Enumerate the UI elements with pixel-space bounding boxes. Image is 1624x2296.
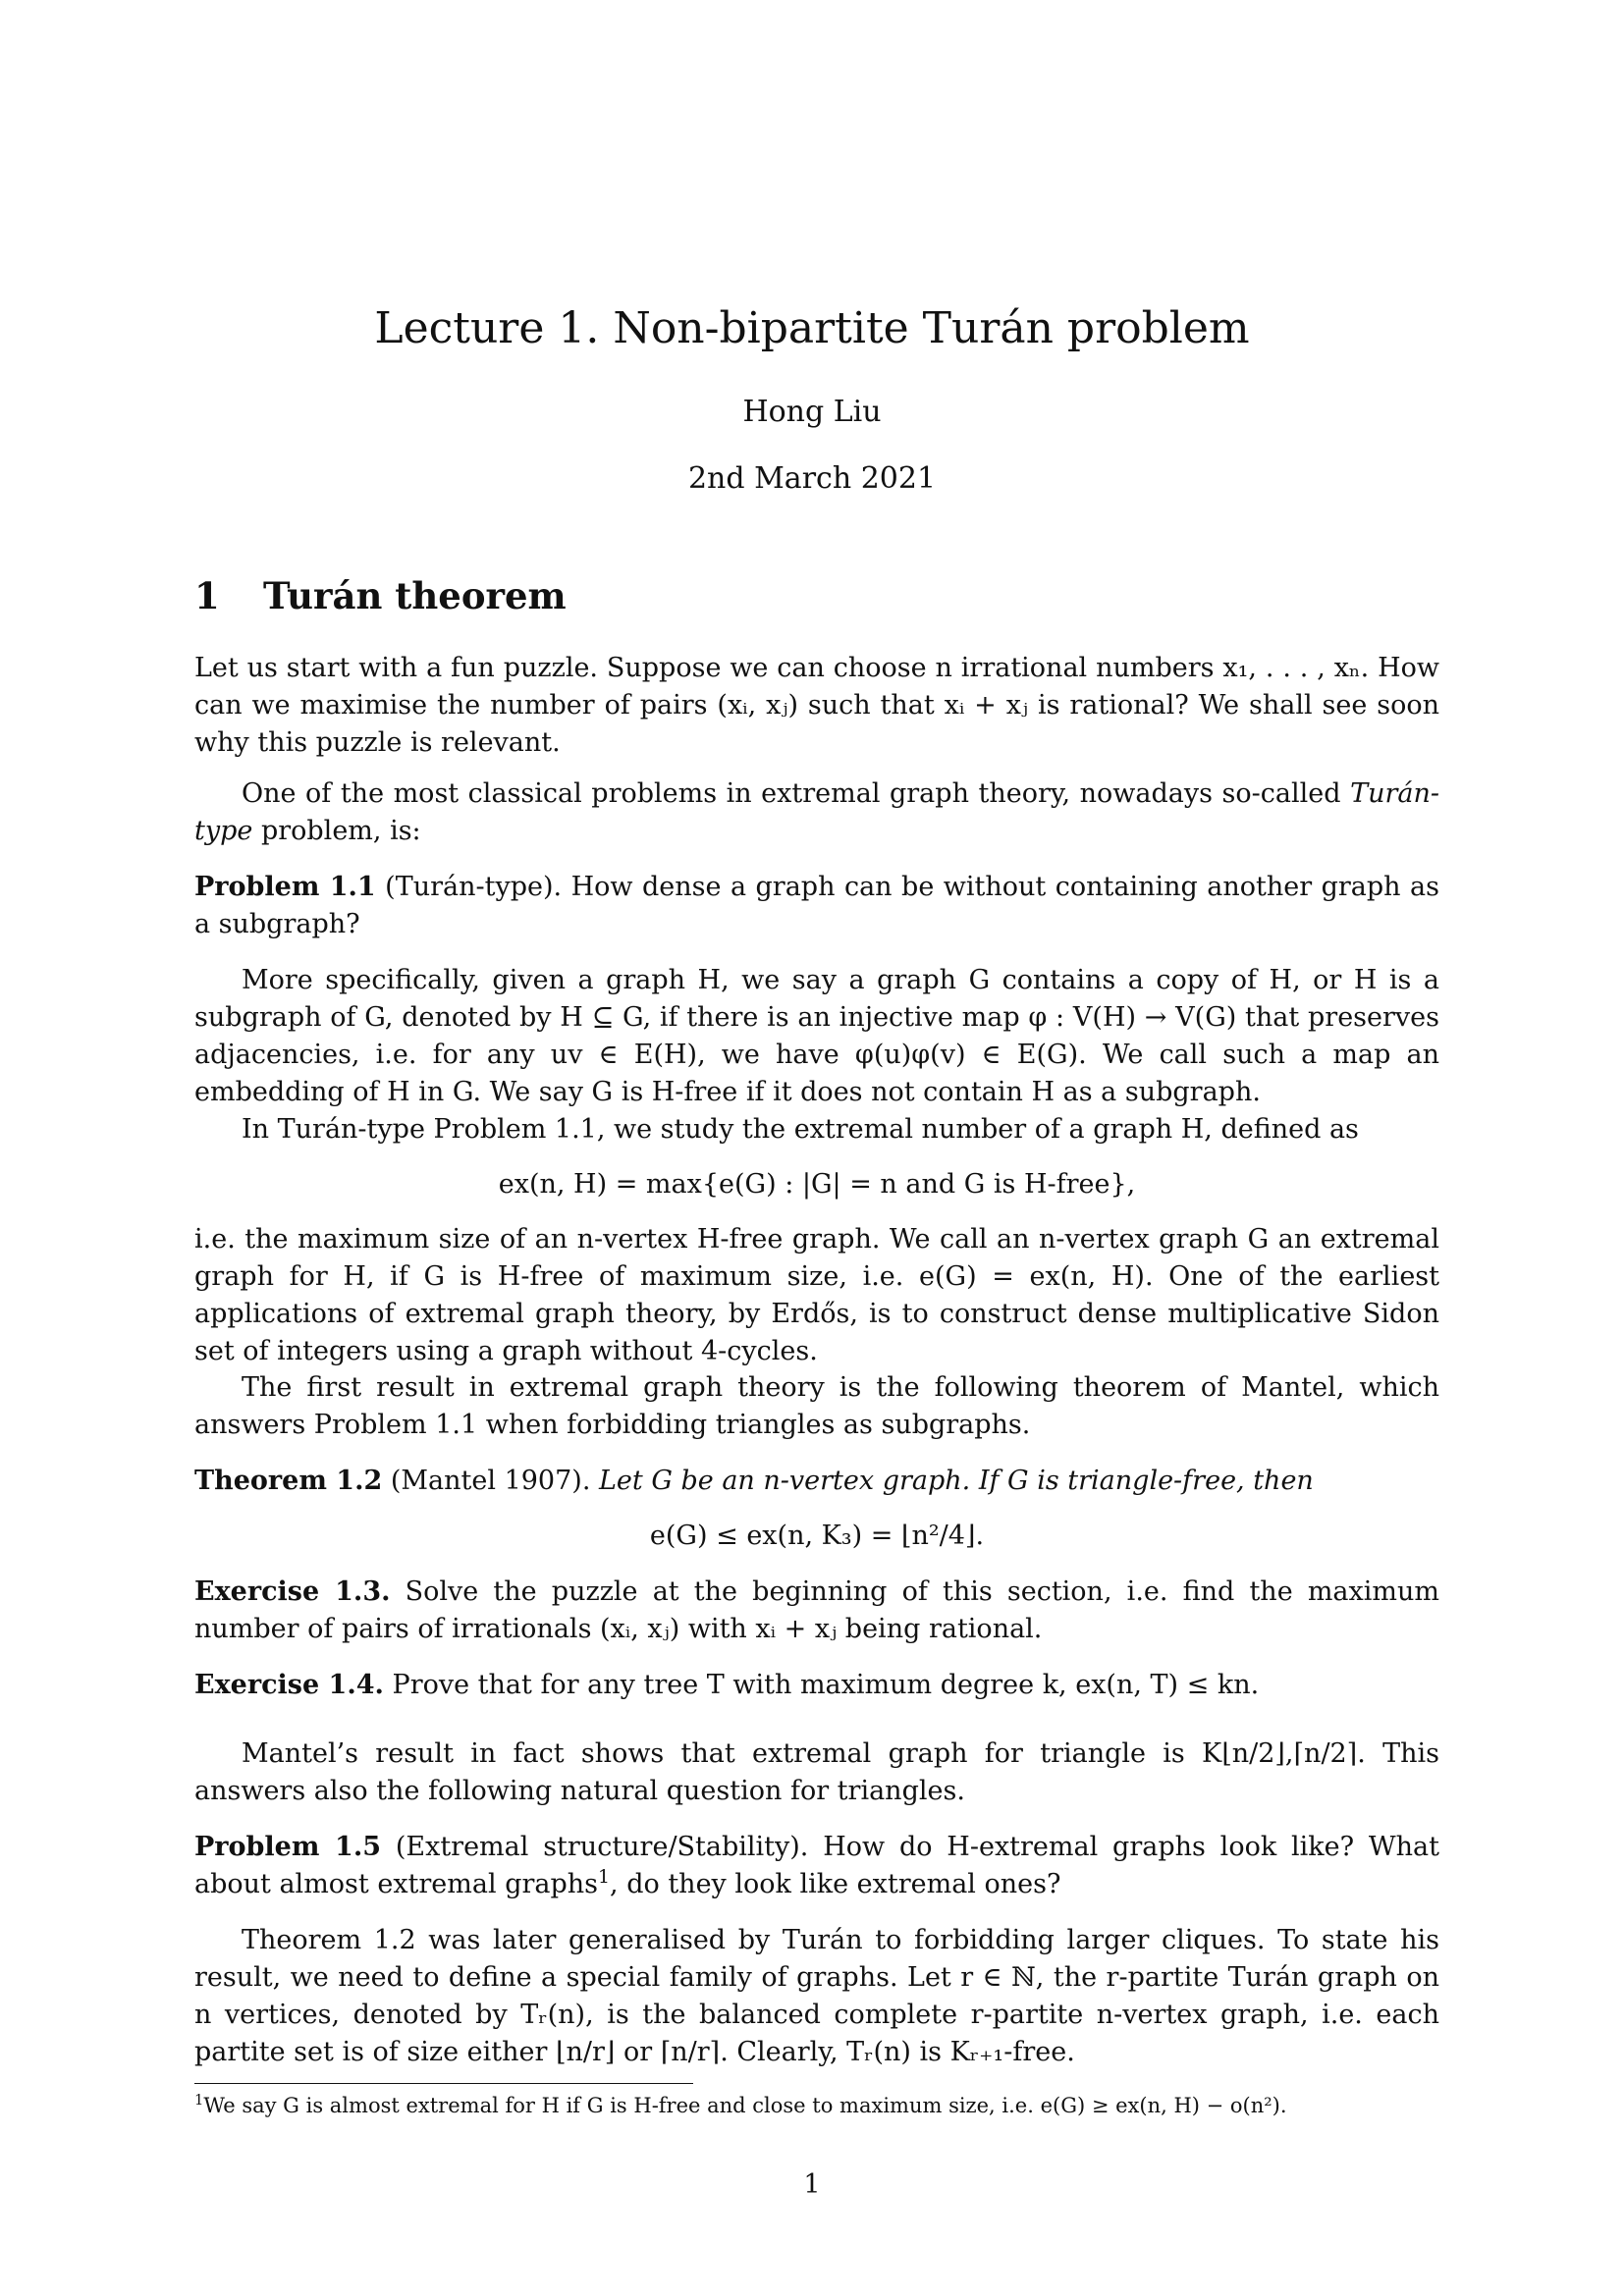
problem-1-1 — [194, 869, 1439, 943]
paragraph-extremal-graph — [194, 1221, 1439, 1370]
exercise-1-3 — [194, 1574, 1439, 1648]
section-number: 1 — [194, 574, 220, 617]
paragraph-text: Let us start with a fun puzzle. Suppose we can choose n irrational numbers x₁, . . . , xₙ. How can we maximise the number of pairs (xᵢ, xⱼ) such that xᵢ + xⱼ is rational? We shall see soon why this puzzle is relevant. — [194, 653, 1439, 758]
paragraph-extremal-number — [194, 1111, 1439, 1148]
equation-mantel — [194, 1518, 1439, 1555]
paragraph-text: The first result in extremal graph theory is the following theorem of Mantel, which answers Problem 1.1 when forbidding triangles as subgraphs. — [194, 1372, 1439, 1440]
footnote-rule — [194, 2083, 693, 2084]
paragraph-text: More specifically, given a graph H, we say a graph G contains a copy of H, or H is a subgraph of G, denoted by H ⊆ G, if there is an injective map φ : V(H) → V(G) that preserves adjacencies, i.e. for any uv ∈ E(H), we have φ(u)φ(v) ∈ E(G). We call such a map an embedding of H in G. We say G is H-free if it does not contain H as a subgraph. — [194, 965, 1439, 1107]
display-equation: e(G) ≤ ex(n, K₃) = ⌊n²/4⌋. — [649, 1521, 985, 1551]
paragraph-text: In Turán-type Problem 1.1, we study the extremal number of a graph H, defined as — [242, 1114, 1359, 1145]
paragraph-turan-type — [194, 775, 1439, 850]
footnote-mark[interactable]: 1 — [598, 1866, 611, 1888]
paper-title: Lecture 1. Non-bipartite Turán problem — [374, 303, 1250, 353]
problem-1-5 — [194, 1829, 1439, 1903]
paragraph-text: Mantel’s result in fact shows that extremal graph for triangle is K⌊n/2⌋,⌈n/2⌉. This answers also the following natural question for triangles. — [194, 1738, 1439, 1806]
footnote-marker: 1 — [194, 2092, 204, 2109]
exercise-label: Exercise 1.4. — [194, 1670, 384, 1700]
text-run: One of the most classical problems in extremal graph theory, nowadays so-called — [242, 778, 1351, 809]
problem-note: (Extremal structure/Stability). — [395, 1832, 809, 1862]
problem-note: (Turán-type). — [385, 872, 563, 902]
exercise-label: Exercise 1.3. — [194, 1576, 391, 1607]
page-number: 1 — [803, 2169, 821, 2200]
display-equation: ex(n, H) = max{e(G) : |G| = n and G is H-free}, — [498, 1169, 1136, 1200]
exercise-text: Prove that for any tree T with maximum degree k, ex(n, T) ≤ kn. — [392, 1670, 1260, 1700]
theorem-text: Let G be an n-vertex graph. If G is triangle-free, then — [599, 1466, 1314, 1496]
problem-text: How do H-extremal graphs look like? What about almost extremal graphs — [194, 1832, 1439, 1899]
paragraph-mantel-structure — [194, 1735, 1439, 1810]
emphasis-turan-type: Turán-type — [194, 778, 1439, 846]
paper-date: 2nd March 2021 — [687, 461, 937, 496]
theorem-label: Theorem 1.2 — [194, 1466, 383, 1496]
problem-label: Problem 1.1 — [194, 872, 376, 902]
paragraph-puzzle — [194, 650, 1439, 762]
theorem-1-2 — [194, 1463, 1439, 1500]
theorem-note: (Mantel 1907). — [390, 1466, 591, 1496]
section-title: Turán theorem — [263, 574, 567, 617]
problem-text: , do they look like extremal ones? — [610, 1869, 1061, 1899]
problem-text: How dense a graph can be without containing another graph as a subgraph? — [194, 872, 1439, 939]
text-run: problem, is: — [252, 816, 421, 846]
paragraph-definitions — [194, 962, 1439, 1111]
problem-label: Problem 1.5 — [194, 1832, 382, 1862]
footnote — [194, 2091, 1439, 2120]
paragraph-text: i.e. the maximum size of an n-vertex H-free graph. We call an n-vertex graph G an extremal graph for H, if G is H-free of maximum size, i.e. e(G) = ex(n, H). One of the earliest applications of extremal graph theory, by Erdős, is to construct dense multiplicative Sidon set of integers using a graph without 4-cycles. — [194, 1224, 1439, 1366]
section-heading — [194, 574, 567, 617]
exercise-text: Solve the puzzle at the beginning of this section, i.e. find the maximum number of pairs of irrationals (xᵢ, xⱼ) with xᵢ + xⱼ being rational. — [194, 1576, 1439, 1644]
exercise-1-4 — [194, 1667, 1439, 1704]
author-name: Hong Liu — [742, 395, 882, 429]
paragraph-turan-graph — [194, 1922, 1439, 2071]
paragraph-mantel — [194, 1369, 1439, 1444]
equation-ex — [194, 1166, 1439, 1203]
footnote-text: We say G is almost extremal for H if G is H-free and close to maximum size, i.e. e(G) ≥ ex(n, H) − o(n²). — [203, 2094, 1287, 2117]
paragraph-text: Theorem 1.2 was later generalised by Turán to forbidding larger cliques. To state his result, we need to define a special family of graphs. Let r ∈ ℕ, the r-partite Turán graph on n vertices, denoted by Tᵣ(n), is the balanced complete r-partite n-vertex graph, i.e. each partite set is of size either ⌊n/r⌋ or ⌈n/r⌉. Clearly, Tᵣ(n) is Kᵣ₊₁-free. — [194, 1925, 1439, 2067]
